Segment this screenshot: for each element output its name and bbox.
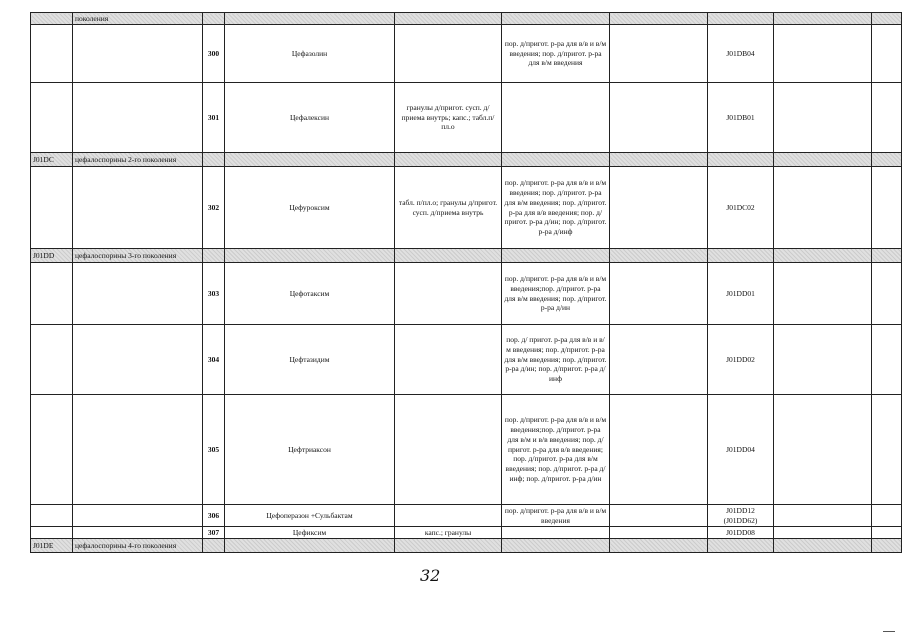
empty-cell	[872, 263, 902, 325]
empty-cell	[73, 325, 203, 395]
name: Цефиксим	[225, 527, 395, 539]
forms: табл. п/пл.о; гранулы д/пригот. сусп. д/приема внутрь	[395, 167, 502, 249]
empty-cell	[73, 263, 203, 325]
empty-cell	[774, 263, 872, 325]
group-row	[31, 153, 902, 167]
empty-cell	[774, 153, 872, 167]
empty-cell	[395, 249, 502, 263]
atc: J01DD08	[708, 527, 774, 539]
empty-cell	[73, 167, 203, 249]
empty-cell	[73, 527, 203, 539]
empty-cell	[203, 13, 225, 25]
atc: J01DC02	[708, 167, 774, 249]
name: Цефалексин	[225, 83, 395, 153]
atc: J01DD12 (J01DD62)	[708, 505, 774, 527]
empty-cell	[610, 395, 708, 505]
empty-cell	[225, 539, 395, 553]
empty-cell	[31, 263, 73, 325]
empty-cell	[502, 249, 610, 263]
empty-cell	[610, 153, 708, 167]
drug-row	[31, 263, 902, 325]
code: J01DD	[31, 249, 73, 263]
empty-cell	[610, 505, 708, 527]
empty-cell	[395, 539, 502, 553]
atc: J01DB01	[708, 83, 774, 153]
admin: пор. д/ пригот. р-ра для в/в и в/м введения; пор. д/пригот. р-ра для в/м введения; пор. д/пригот. р-ра д/ин; пор. д/пригот. р-ра д/инф	[502, 325, 610, 395]
group-row	[31, 539, 902, 553]
empty-cell	[395, 13, 502, 25]
drug-row	[31, 25, 902, 83]
atc: J01DD01	[708, 263, 774, 325]
empty-cell	[31, 527, 73, 539]
name: Цефазолин	[225, 25, 395, 83]
empty-cell	[73, 395, 203, 505]
empty-cell	[774, 249, 872, 263]
empty-cell	[872, 249, 902, 263]
empty-cell	[774, 527, 872, 539]
empty-cell	[203, 539, 225, 553]
empty-cell	[610, 249, 708, 263]
empty-cell	[774, 505, 872, 527]
empty-cell	[708, 249, 774, 263]
empty-cell	[225, 153, 395, 167]
empty-cell	[203, 153, 225, 167]
empty-cell	[31, 325, 73, 395]
num: 300	[203, 25, 225, 83]
page-number: 32	[420, 566, 441, 585]
atc: J01DB04	[708, 25, 774, 83]
drug-row	[31, 527, 902, 539]
empty-cell	[774, 395, 872, 505]
drug-row	[31, 505, 902, 527]
empty-cell	[610, 13, 708, 25]
empty-cell	[708, 153, 774, 167]
forms	[395, 505, 502, 527]
num: 307	[203, 527, 225, 539]
num: 301	[203, 83, 225, 153]
admin: пор. д/пригот. р-ра для в/в и в/м введения; пор. д/пригот. р-ра для в/м введения	[502, 25, 610, 83]
empty-cell	[610, 83, 708, 153]
empty-cell	[610, 263, 708, 325]
admin: пор. д/пригот. р-ра для в/в и в/м введения;пор. д/пригот. р-ра для в/м введения; пор. д/пригот. р-ра д/ин	[502, 263, 610, 325]
empty-cell	[774, 13, 872, 25]
admin: пор. д/пригот. р-ра для в/в и в/м введения	[502, 505, 610, 527]
empty-cell	[872, 167, 902, 249]
empty-cell	[872, 527, 902, 539]
empty-cell	[708, 13, 774, 25]
forms	[395, 395, 502, 505]
empty-cell	[502, 13, 610, 25]
empty-cell	[203, 249, 225, 263]
empty-cell	[225, 249, 395, 263]
atc: J01DD02	[708, 325, 774, 395]
empty-cell	[872, 539, 902, 553]
empty-cell	[502, 153, 610, 167]
empty-cell	[872, 13, 902, 25]
empty-cell	[610, 539, 708, 553]
forms	[395, 263, 502, 325]
drug-table	[30, 12, 902, 553]
empty-cell	[73, 505, 203, 527]
num: 304	[203, 325, 225, 395]
empty-cell	[31, 83, 73, 153]
name: Цефуроксим	[225, 167, 395, 249]
admin: пор. д/пригот. р-ра для в/в и в/м введения; пор. д/пригот. р-ра для в/м введения; пор. д/пригот. р-ра для в/в введения; пор. д/пригот. р-ра д/ин; пор. д/пригот. р-ра д/инф	[502, 167, 610, 249]
forms: капс.; гранулы	[395, 527, 502, 539]
empty-cell	[872, 505, 902, 527]
empty-cell	[872, 325, 902, 395]
empty-cell	[31, 25, 73, 83]
empty-cell	[872, 395, 902, 505]
name: Цефтриаксон	[225, 395, 395, 505]
drug-row	[31, 167, 902, 249]
num: 303	[203, 263, 225, 325]
admin	[502, 83, 610, 153]
empty-cell	[73, 83, 203, 153]
empty-cell	[31, 505, 73, 527]
name: цефалоспорины 2-го поколения	[73, 153, 203, 167]
admin	[502, 527, 610, 539]
admin: пор. д/пригот. р-ра для в/в и в/м введения;пор. д/пригот. р-ра для в/м и в/в введения; пор. д/пригот. р-ра для в/в введения; пор. д/пригот. р-ра для в/м введения; пор. д/пригот. р-ра д/инф; пор. д/пригот. р-ра д/ин	[502, 395, 610, 505]
atc: J01DD04	[708, 395, 774, 505]
group-row	[31, 13, 902, 25]
name: цефалоспорины 3-го поколения	[73, 249, 203, 263]
name: Цефотаксим	[225, 263, 395, 325]
empty-cell	[708, 539, 774, 553]
drug-row	[31, 395, 902, 505]
empty-cell	[610, 167, 708, 249]
name: поколения	[73, 13, 203, 25]
empty-cell	[774, 539, 872, 553]
num: 305	[203, 395, 225, 505]
forms	[395, 25, 502, 83]
empty-cell	[610, 25, 708, 83]
empty-cell	[774, 83, 872, 153]
forms	[395, 325, 502, 395]
name: Цефоперазон +Сульбактам	[225, 505, 395, 527]
drug-row	[31, 83, 902, 153]
num: 306	[203, 505, 225, 527]
empty-cell	[225, 13, 395, 25]
name: цефалоспорины 4-го поколения	[73, 539, 203, 553]
code	[31, 13, 73, 25]
forms: гранулы д/пригот. сусп. д/приема внутрь; капс.; табл.п/пл.о	[395, 83, 502, 153]
empty-cell	[73, 25, 203, 83]
name: Цефтазидим	[225, 325, 395, 395]
empty-cell	[31, 167, 73, 249]
group-row	[31, 249, 902, 263]
empty-cell	[774, 25, 872, 83]
code: J01DE	[31, 539, 73, 553]
empty-cell	[872, 83, 902, 153]
drug-row	[31, 325, 902, 395]
empty-cell	[872, 25, 902, 83]
empty-cell	[774, 325, 872, 395]
empty-cell	[502, 539, 610, 553]
empty-cell	[872, 153, 902, 167]
num: 302	[203, 167, 225, 249]
code: J01DC	[31, 153, 73, 167]
empty-cell	[610, 527, 708, 539]
edge-line	[883, 631, 895, 632]
empty-cell	[610, 325, 708, 395]
empty-cell	[395, 153, 502, 167]
empty-cell	[774, 167, 872, 249]
empty-cell	[31, 395, 73, 505]
